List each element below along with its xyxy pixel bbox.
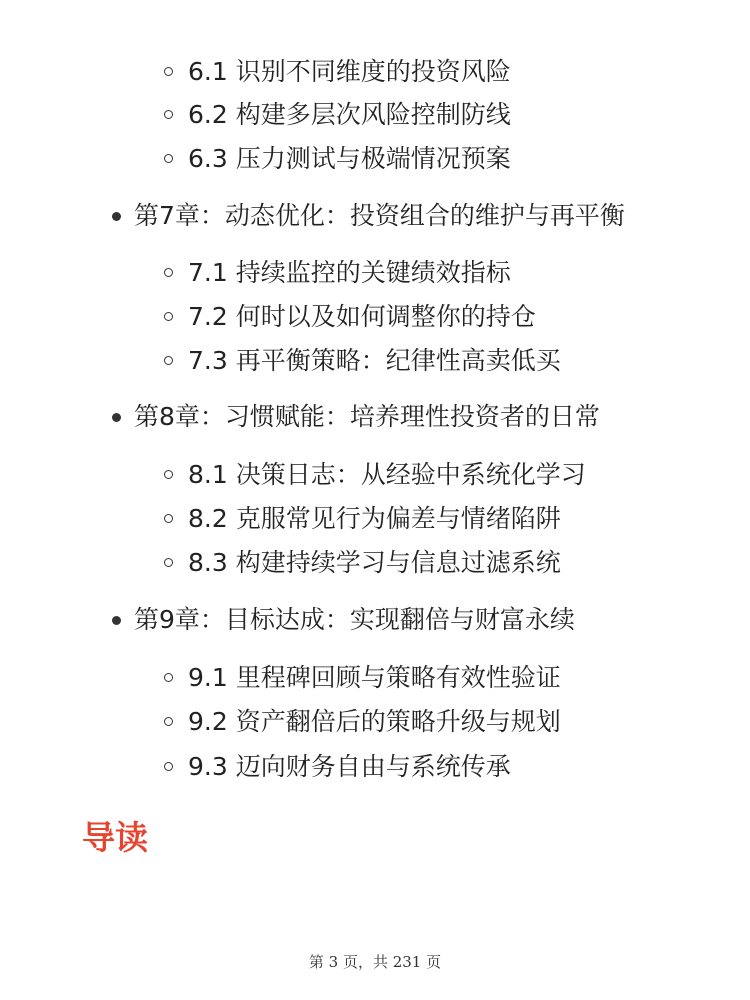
- toc-item-label: 8.1 决策日志：从经验中系统化学习: [188, 460, 586, 489]
- toc-chapter-label: 第9章：目标达成：实现翻倍与财富永续: [134, 605, 575, 634]
- toc-chapter-label: 第8章：习惯赋能：培养理性投资者的日常: [134, 402, 600, 431]
- filled-bullet-icon: [112, 212, 121, 221]
- page-footer: 第 3 页，共 231 页: [308, 953, 442, 971]
- hollow-bullet-icon: [164, 762, 173, 771]
- toc-item-label: 6.2 构建多层次风险控制防线: [188, 100, 511, 129]
- hollow-bullet-icon: [164, 514, 173, 523]
- toc-item-label: 7.2 何时以及如何调整你的持仓: [188, 302, 536, 331]
- hollow-bullet-icon: [164, 312, 173, 321]
- toc-item-label: 6.1 识别不同维度的投资风险: [188, 57, 511, 86]
- hollow-bullet-icon: [164, 673, 173, 682]
- hollow-bullet-icon: [164, 356, 173, 365]
- hollow-bullet-icon: [164, 110, 173, 119]
- toc-item-label: 6.3 压力测试与极端情况预案: [188, 144, 511, 173]
- hollow-bullet-icon: [164, 558, 173, 567]
- hollow-bullet-icon: [164, 154, 173, 163]
- toc-item-label: 7.1 持续监控的关键绩效指标: [188, 258, 511, 287]
- hollow-bullet-icon: [164, 717, 173, 726]
- filled-bullet-icon: [112, 616, 121, 625]
- toc-item-label: 9.3 迈向财务自由与系统传承: [188, 752, 511, 781]
- toc-item-label: 9.1 里程碑回顾与策略有效性验证: [188, 663, 561, 692]
- hollow-bullet-icon: [164, 470, 173, 479]
- toc-item-label: 9.2 资产翻倍后的策略升级与规划: [188, 707, 561, 736]
- toc-item-label: 8.2 克服常见行为偏差与情绪陷阱: [188, 504, 561, 533]
- filled-bullet-icon: [112, 413, 121, 422]
- toc-item-label: 8.3 构建持续学习与信息过滤系统: [188, 548, 561, 577]
- section-heading: 导读: [82, 818, 148, 857]
- toc-item-label: 7.3 再平衡策略：纪律性高卖低买: [188, 346, 561, 375]
- toc-chapter-label: 第7章：动态优化：投资组合的维护与再平衡: [134, 201, 625, 230]
- hollow-bullet-icon: [164, 67, 173, 76]
- hollow-bullet-icon: [164, 268, 173, 277]
